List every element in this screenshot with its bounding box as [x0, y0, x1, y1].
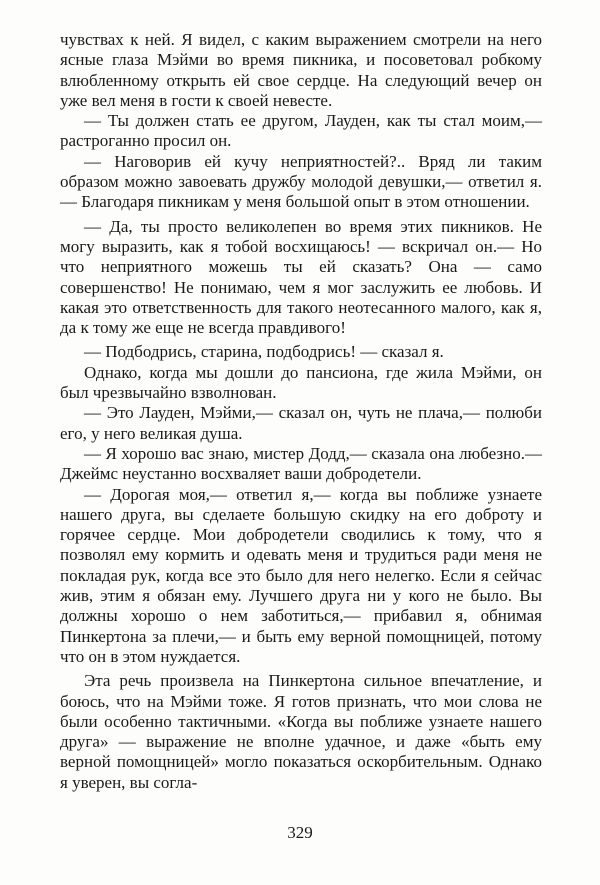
paragraph-9: — Дорогая моя,— ответил я,— когда вы поближе узнаете нашего друга, вы сделаете большую скидку на его доброту и горячее сердце. Мои добродетели сводились к тому, что я позволял ему кормить и одевать меня и трудиться ради меня не покладая рук, когда все это было для него нелегко. Если я сейчас жив, этим я обязан ему. Лучшего друга ни у кого не было. Вы должны хорошо о нем заботиться,— прибавил я, обнимая Пинкертона за плечи,— и быть ему верной помощницей, потому что он в этом нуждается.	[60, 484, 542, 666]
body-text	[60, 30, 542, 793]
paragraph-4: — Да, ты просто великолепен во время этих пикников. Не могу выразить, как я тобой восхищаюсь! — вскричал он.— Но что неприятного можешь ты ей сказать? Она — само совершенство! Не понимаю, чем я мог заслужить ее любовь. И какая это ответственность для такого неотесанного малого, как я, да к тому же еще не всегда правдивого!	[60, 216, 542, 338]
paragraph-7: — Это Лауден, Мэйми,— сказал он, чуть не плача,— полюби его, у него великая душа.	[60, 403, 542, 443]
paragraph-8: — Я хорошо вас знаю, мистер Додд,— сказала она любезно.— Джеймс неустанно восхваляет ваши добродетели.	[60, 443, 542, 484]
paragraph-10: Эта речь произвела на Пинкертона сильное впечатление, и боюсь, что на Мэйми тоже. Я готов признать, что мои слова не были особенно тактичными. «Когда вы поближе узнаете нашего друга» — выражение не вполне удачное, и даже «быть ему верной помощницей» могло показаться оскорбительным. Однако я уверен, вы согла-	[60, 671, 542, 792]
paragraph-2: — Ты должен стать ее другом, Лауден, как ты стал моим,— растроганно просил он.	[60, 111, 542, 151]
paragraph-5: — Подбодрись, старина, подбодрись! — сказал я.	[84, 342, 444, 362]
paragraph-6: Однако, когда мы дошли до пансиона, где жила Мэйми, он был чрезвычайно взволнован.	[60, 362, 542, 403]
page-number: 329	[287, 823, 313, 842]
paragraph-3: — Наговорив ей кучу неприятностей?.. Вряд ли таким образом можно завоевать дружбу молодой девушки,— ответил я.— Благодаря пикникам у меня большой опыт в этом отношении.	[60, 151, 542, 212]
paragraph-1: чувствах к ней. Я видел, с каким выражением смотрели на него ясные глаза Мэйми во время пикника, и посоветовал робкому влюбленному открыть ей свое сердце. На следующий вечер он уже вел меня в гости к своей невесте.	[60, 30, 542, 110]
